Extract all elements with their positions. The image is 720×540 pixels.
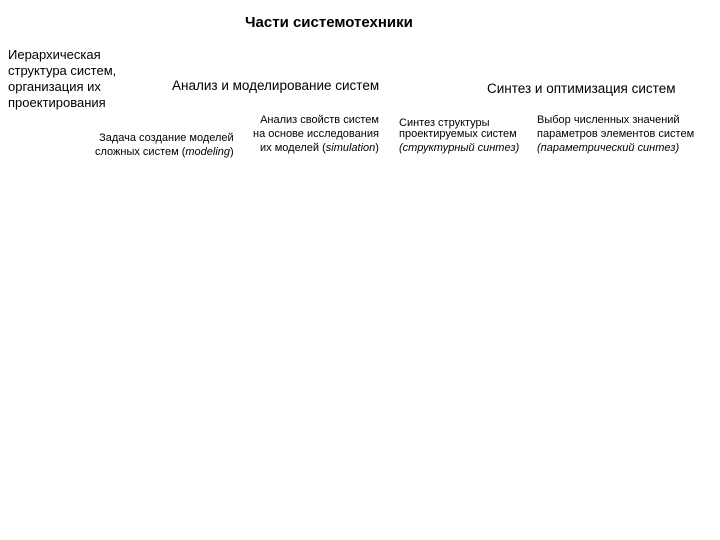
modeling-line-2: сложных систем (modeling) — [95, 146, 234, 158]
parametric-synthesis-line-1: Выбор численных значений — [537, 114, 680, 126]
structure-synthesis-label — [399, 127, 519, 155]
analysis-line-1: Анализ свойств систем — [260, 114, 379, 126]
hierarchy-line-4: проектирования — [8, 95, 106, 110]
analysis-properties-label — [253, 113, 379, 155]
hierarchy-line-3: организация их — [8, 79, 101, 94]
parametric-synthesis-line-2: параметров элементов систем — [537, 128, 695, 140]
hierarchy-line-1: Иерархическая — [8, 47, 101, 62]
modeling-task-label — [95, 131, 234, 159]
structure-synthesis-line-3: (структурный синтез) — [399, 142, 520, 154]
analysis-line-2: на основе исследования — [253, 128, 379, 140]
hierarchy-line-2: структура систем, — [8, 63, 117, 78]
analysis-line-3: их моделей (simulation) — [260, 142, 379, 154]
parametric-synthesis-line-3: (параметрический синтез) — [537, 142, 680, 154]
structure-synthesis-line-2: проектируемых систем — [399, 128, 517, 140]
page-title: Части системотехники — [245, 14, 413, 31]
hierarchy-label — [8, 47, 158, 111]
parametric-synthesis-label — [537, 127, 694, 155]
synthesis-heading: Синтез и оптимизация систем — [487, 81, 676, 96]
structure-synthesis-line-1: Синтез структуры — [399, 117, 490, 129]
modeling-line-1: Задача создание моделей — [99, 132, 234, 144]
analysis-heading: Анализ и моделирование систем — [172, 78, 380, 93]
